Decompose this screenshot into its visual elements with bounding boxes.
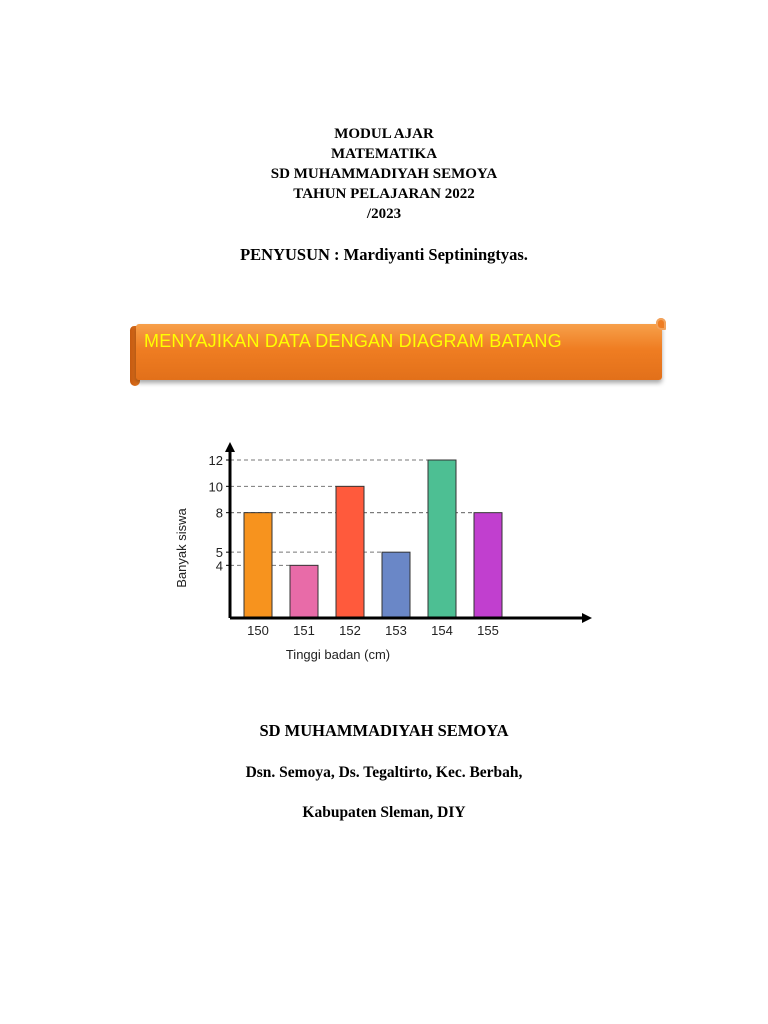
chart-x-ticks [247, 623, 499, 638]
y-tick-label-5: 5 [215, 545, 223, 561]
bar-155 [474, 513, 502, 618]
x-tick-label-155: 155 [477, 623, 499, 638]
subject-title: MATEMATIKA [330, 146, 438, 162]
chart-bars [244, 460, 502, 618]
academic-year-suffix: /2023 [366, 206, 402, 222]
y-tick-label-10: 10 [208, 479, 223, 495]
y-axis-label: Banyak siswa [174, 508, 189, 588]
y-axis-arrow [225, 442, 235, 452]
footer-address-line2: Kabupaten Sleman, DIY [302, 804, 466, 821]
bar-151 [290, 565, 318, 618]
x-axis-arrow [582, 613, 592, 623]
footer-school-name: SD MUHAMMADIYAH SEMOYA [259, 721, 509, 740]
bar-154 [428, 460, 456, 618]
y-tick-label-4: 4 [215, 558, 223, 574]
x-axis-label: Tinggi badan (cm) [285, 647, 391, 662]
module-title: MODUL AJAR [334, 126, 434, 142]
academic-year-line: TAHUN PELAJARAN 2022 [293, 186, 475, 202]
topic-banner [130, 322, 664, 380]
y-tick-label-8: 8 [215, 505, 223, 521]
bar-153 [382, 552, 410, 618]
module-title-block [0, 124, 768, 224]
y-tick-label-12: 12 [208, 453, 223, 468]
chart-y-ticks [209, 453, 230, 573]
bar-150 [244, 513, 272, 618]
bar-152 [336, 486, 364, 618]
bar-chart [160, 430, 600, 670]
x-tick-label-151: 151 [293, 623, 315, 638]
banner-scroll-right [656, 318, 666, 330]
x-tick-label-150: 150 [247, 623, 269, 638]
banner-text: MENYAJIKAN DATA DENGAN DIAGRAM BATANG [144, 331, 562, 351]
x-tick-label-153: 153 [385, 623, 407, 638]
x-tick-label-154: 154 [431, 623, 453, 638]
footer-address-line1: Dsn. Semoya, Ds. Tegaltirto, Kec. Berbah, [245, 764, 523, 781]
x-tick-label-152: 152 [339, 623, 361, 638]
school-title: SD MUHAMMADIYAH SEMOYA [270, 166, 498, 182]
author-line: PENYUSUN : Mardiyanti Septiningtyas. [240, 245, 528, 264]
